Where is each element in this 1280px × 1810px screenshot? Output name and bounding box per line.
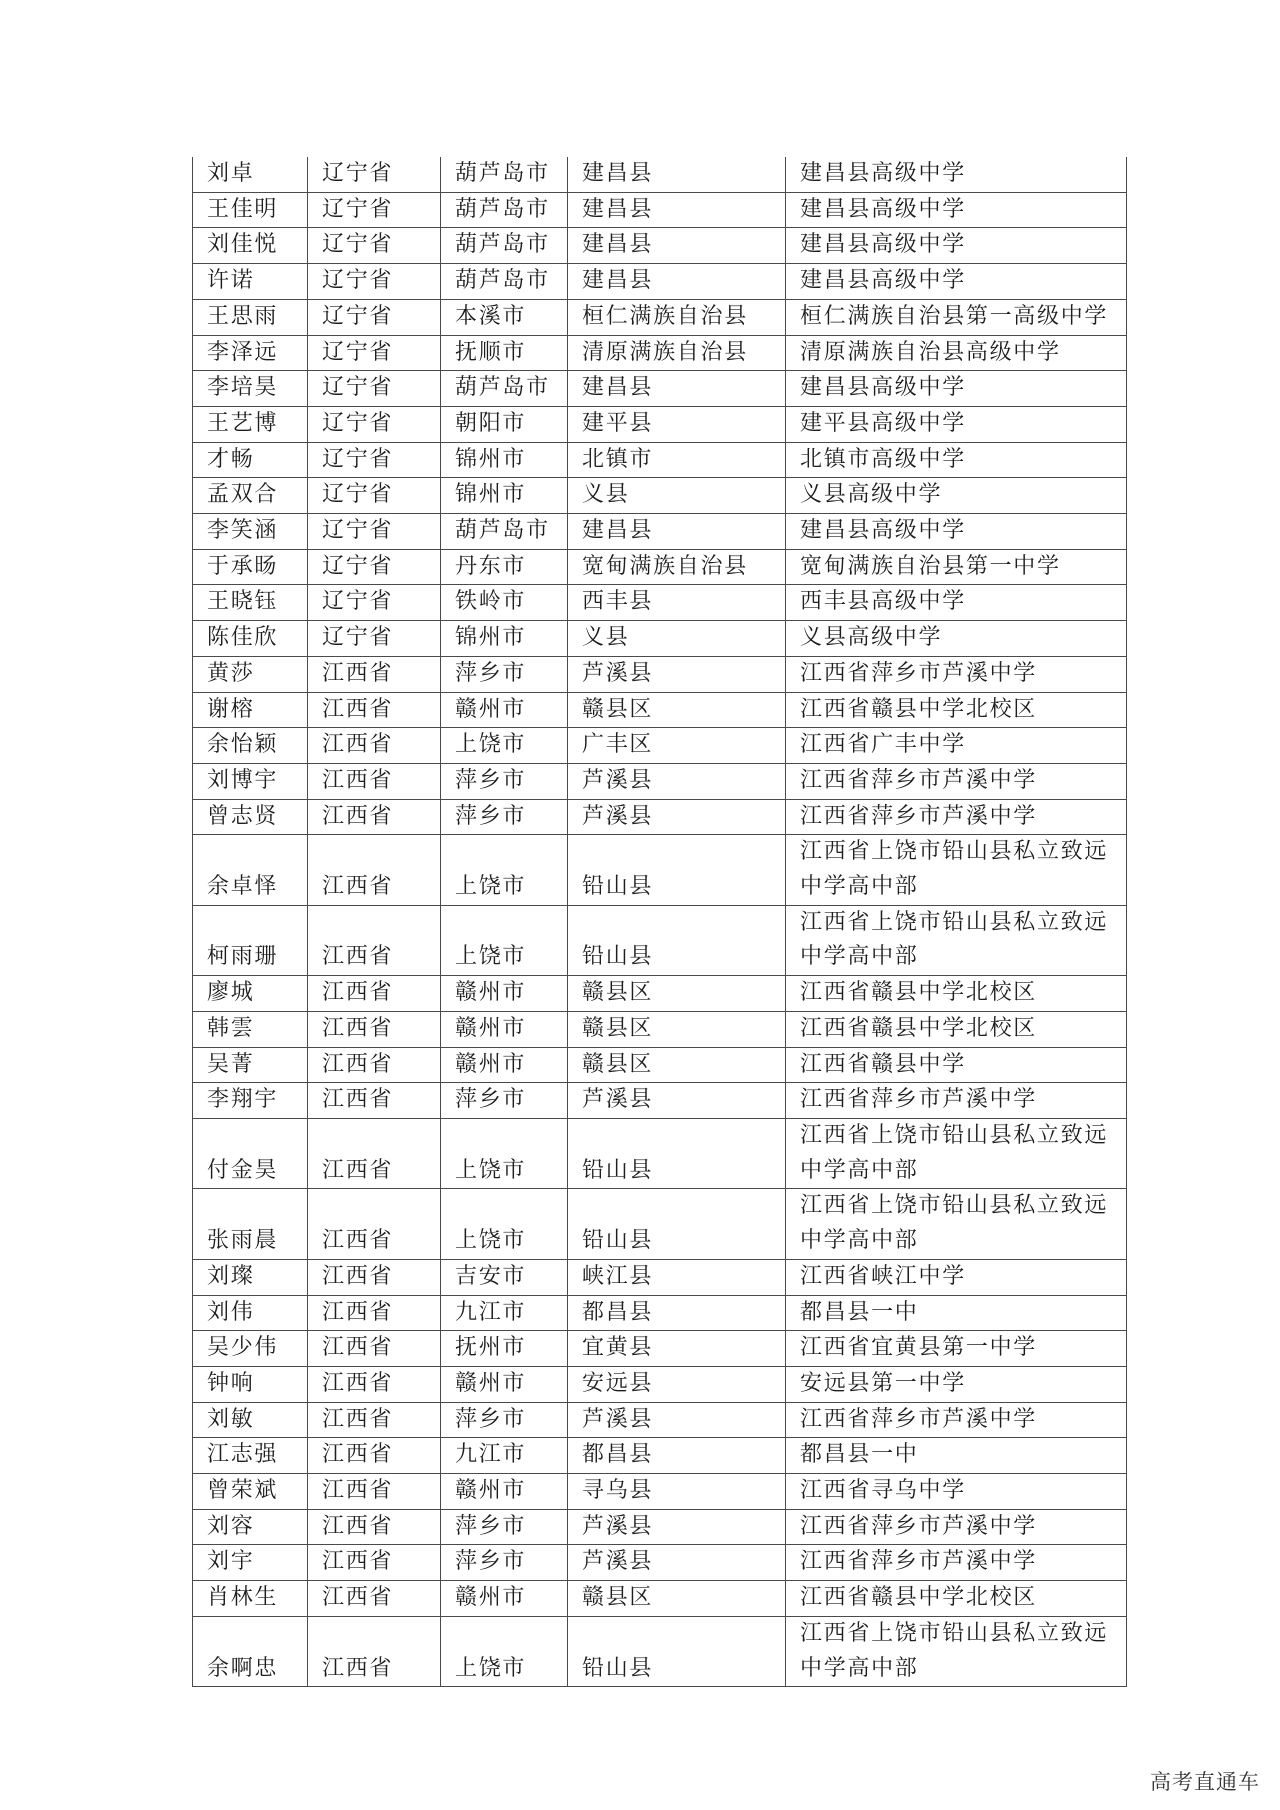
cell-school: 江西省赣县中学北校区 (786, 1581, 1127, 1617)
table-row (193, 192, 1127, 228)
cell-school: 桓仁满族自治县第一高级中学 (786, 299, 1127, 335)
cell-school: 建平县高级中学 (786, 406, 1127, 442)
cell-county: 芦溪县 (568, 1545, 786, 1581)
cell-county: 芦溪县 (568, 656, 786, 692)
cell-city: 本溪市 (441, 299, 568, 335)
cell-school: 江西省宜黄县第一中学 (786, 1331, 1127, 1367)
cell-name: 王晓钰 (193, 585, 308, 621)
table-row (193, 335, 1127, 371)
table-row (193, 478, 1127, 514)
table-row (193, 264, 1127, 300)
cell-province: 江西省 (308, 1118, 441, 1188)
cell-name: 柯雨珊 (193, 905, 308, 975)
cell-school: 都昌县一中 (786, 1438, 1127, 1474)
table-row (193, 1438, 1127, 1474)
cell-county: 铅山县 (568, 835, 786, 905)
table-row (193, 1083, 1127, 1119)
cell-name: 廖城 (193, 976, 308, 1012)
cell-school: 江西省赣县中学北校区 (786, 1011, 1127, 1047)
cell-school: 江西省萍乡市芦溪中学 (786, 1083, 1127, 1119)
cell-province: 江西省 (308, 1083, 441, 1119)
cell-name: 李培昊 (193, 371, 308, 407)
cell-school: 西丰县高级中学 (786, 585, 1127, 621)
cell-city: 萍乡市 (441, 656, 568, 692)
cell-city: 葫芦岛市 (441, 228, 568, 264)
cell-name: 肖林生 (193, 1581, 308, 1617)
cell-city: 锦州市 (441, 621, 568, 657)
cell-province: 江西省 (308, 763, 441, 799)
cell-county: 北镇市 (568, 442, 786, 478)
cell-county: 建昌县 (568, 228, 786, 264)
cell-name: 于承旸 (193, 549, 308, 585)
cell-county: 赣县区 (568, 976, 786, 1012)
cell-county: 芦溪县 (568, 1402, 786, 1438)
table-row (193, 799, 1127, 835)
cell-school: 建昌县高级中学 (786, 157, 1127, 192)
cell-school: 北镇市高级中学 (786, 442, 1127, 478)
table-row (193, 656, 1127, 692)
cell-province: 辽宁省 (308, 478, 441, 514)
cell-city: 萍乡市 (441, 1545, 568, 1581)
cell-city: 赣州市 (441, 1581, 568, 1617)
cell-name: 刘伟 (193, 1295, 308, 1331)
cell-county: 铅山县 (568, 905, 786, 975)
cell-school: 建昌县高级中学 (786, 192, 1127, 228)
cell-name: 钟响 (193, 1366, 308, 1402)
table-row (193, 763, 1127, 799)
cell-school: 江西省萍乡市芦溪中学 (786, 799, 1127, 835)
cell-province: 江西省 (308, 1616, 441, 1686)
table-row (193, 1581, 1127, 1617)
cell-county: 建昌县 (568, 514, 786, 550)
table-row (193, 442, 1127, 478)
cell-county: 广丰区 (568, 728, 786, 764)
table-row (193, 905, 1127, 975)
cell-city: 萍乡市 (441, 1509, 568, 1545)
table-row (193, 514, 1127, 550)
cell-name: 曾荣斌 (193, 1474, 308, 1510)
cell-county: 义县 (568, 478, 786, 514)
cell-city: 萍乡市 (441, 1402, 568, 1438)
table-row (193, 1616, 1127, 1686)
cell-county: 安远县 (568, 1366, 786, 1402)
table-row (193, 157, 1127, 192)
cell-province: 江西省 (308, 905, 441, 975)
cell-city: 上饶市 (441, 835, 568, 905)
table-row (193, 1189, 1127, 1259)
table-row (193, 1366, 1127, 1402)
cell-city: 吉安市 (441, 1259, 568, 1295)
cell-school: 江西省萍乡市芦溪中学 (786, 1402, 1127, 1438)
cell-name: 韩雲 (193, 1011, 308, 1047)
cell-name: 付金昊 (193, 1118, 308, 1188)
cell-city: 葫芦岛市 (441, 371, 568, 407)
cell-province: 江西省 (308, 656, 441, 692)
cell-school: 江西省萍乡市芦溪中学 (786, 1545, 1127, 1581)
cell-city: 抚州市 (441, 1331, 568, 1367)
table-row (193, 1509, 1127, 1545)
table-row (193, 1259, 1127, 1295)
cell-county: 赣县区 (568, 692, 786, 728)
cell-name: 吴菁 (193, 1047, 308, 1083)
cell-county: 西丰县 (568, 585, 786, 621)
cell-province: 辽宁省 (308, 228, 441, 264)
cell-school: 安远县第一中学 (786, 1366, 1127, 1402)
cell-city: 丹东市 (441, 549, 568, 585)
cell-city: 锦州市 (441, 478, 568, 514)
cell-school: 江西省上饶市铅山县私立致远中学高中部 (786, 1616, 1127, 1686)
table-row (193, 1011, 1127, 1047)
cell-province: 辽宁省 (308, 549, 441, 585)
cell-city: 葫芦岛市 (441, 192, 568, 228)
cell-school: 江西省赣县中学 (786, 1047, 1127, 1083)
cell-county: 建昌县 (568, 371, 786, 407)
cell-province: 江西省 (308, 799, 441, 835)
cell-province: 辽宁省 (308, 585, 441, 621)
roster-table-container (192, 157, 1127, 1687)
cell-province: 江西省 (308, 976, 441, 1012)
cell-name: 刘卓 (193, 157, 308, 192)
cell-province: 江西省 (308, 1438, 441, 1474)
cell-name: 张雨晨 (193, 1189, 308, 1259)
cell-province: 江西省 (308, 1545, 441, 1581)
table-row (193, 621, 1127, 657)
cell-school: 江西省上饶市铅山县私立致远中学高中部 (786, 1118, 1127, 1188)
cell-name: 吴少伟 (193, 1331, 308, 1367)
cell-city: 萍乡市 (441, 799, 568, 835)
cell-name: 李笑涵 (193, 514, 308, 550)
cell-county: 芦溪县 (568, 763, 786, 799)
cell-name: 陈佳欣 (193, 621, 308, 657)
cell-school: 义县高级中学 (786, 478, 1127, 514)
cell-county: 赣县区 (568, 1011, 786, 1047)
cell-school: 江西省上饶市铅山县私立致远中学高中部 (786, 905, 1127, 975)
cell-province: 江西省 (308, 1581, 441, 1617)
cell-school: 建昌县高级中学 (786, 228, 1127, 264)
cell-city: 上饶市 (441, 1118, 568, 1188)
cell-city: 铁岭市 (441, 585, 568, 621)
cell-city: 九江市 (441, 1438, 568, 1474)
cell-county: 建昌县 (568, 264, 786, 300)
cell-name: 才畅 (193, 442, 308, 478)
cell-county: 铅山县 (568, 1616, 786, 1686)
cell-county: 铅山县 (568, 1118, 786, 1188)
table-row (193, 1118, 1127, 1188)
cell-county: 宜黄县 (568, 1331, 786, 1367)
cell-city: 赣州市 (441, 1047, 568, 1083)
cell-county: 都昌县 (568, 1295, 786, 1331)
cell-name: 王思雨 (193, 299, 308, 335)
cell-school: 江西省萍乡市芦溪中学 (786, 656, 1127, 692)
cell-city: 九江市 (441, 1295, 568, 1331)
cell-city: 上饶市 (441, 728, 568, 764)
cell-school: 江西省萍乡市芦溪中学 (786, 1509, 1127, 1545)
cell-city: 上饶市 (441, 905, 568, 975)
table-row (193, 228, 1127, 264)
cell-name: 刘敏 (193, 1402, 308, 1438)
cell-county: 建昌县 (568, 157, 786, 192)
cell-name: 李翔宇 (193, 1083, 308, 1119)
cell-city: 锦州市 (441, 442, 568, 478)
cell-name: 余啊忠 (193, 1616, 308, 1686)
roster-table (192, 157, 1127, 1687)
cell-province: 辽宁省 (308, 335, 441, 371)
cell-school: 江西省赣县中学北校区 (786, 692, 1127, 728)
cell-name: 王艺博 (193, 406, 308, 442)
cell-county: 赣县区 (568, 1047, 786, 1083)
cell-province: 辽宁省 (308, 371, 441, 407)
cell-city: 朝阳市 (441, 406, 568, 442)
cell-province: 江西省 (308, 1474, 441, 1510)
cell-province: 辽宁省 (308, 406, 441, 442)
cell-county: 都昌县 (568, 1438, 786, 1474)
cell-name: 刘博宇 (193, 763, 308, 799)
cell-county: 芦溪县 (568, 1509, 786, 1545)
table-row (193, 406, 1127, 442)
cell-school: 江西省峡江中学 (786, 1259, 1127, 1295)
cell-province: 江西省 (308, 1259, 441, 1295)
cell-school: 江西省上饶市铅山县私立致远中学高中部 (786, 1189, 1127, 1259)
table-row (193, 1474, 1127, 1510)
cell-city: 抚顺市 (441, 335, 568, 371)
cell-name: 刘佳悦 (193, 228, 308, 264)
cell-school: 义县高级中学 (786, 621, 1127, 657)
table-row (193, 299, 1127, 335)
cell-city: 赣州市 (441, 1011, 568, 1047)
cell-school: 江西省寻乌中学 (786, 1474, 1127, 1510)
cell-name: 黄莎 (193, 656, 308, 692)
cell-name: 江志强 (193, 1438, 308, 1474)
roster-table-body (193, 157, 1127, 1687)
cell-province: 辽宁省 (308, 192, 441, 228)
cell-province: 江西省 (308, 728, 441, 764)
cell-county: 赣县区 (568, 1581, 786, 1617)
table-row (193, 1545, 1127, 1581)
cell-city: 赣州市 (441, 976, 568, 1012)
cell-city: 葫芦岛市 (441, 264, 568, 300)
cell-county: 寻乌县 (568, 1474, 786, 1510)
cell-county: 建平县 (568, 406, 786, 442)
cell-name: 王佳明 (193, 192, 308, 228)
cell-city: 萍乡市 (441, 763, 568, 799)
table-row (193, 1047, 1127, 1083)
cell-province: 江西省 (308, 692, 441, 728)
table-row (193, 1402, 1127, 1438)
cell-name: 曾志贤 (193, 799, 308, 835)
cell-name: 许诺 (193, 264, 308, 300)
cell-school: 都昌县一中 (786, 1295, 1127, 1331)
watermark-text: 高考直通车 (1150, 1770, 1260, 1794)
cell-school: 清原满族自治县高级中学 (786, 335, 1127, 371)
cell-province: 辽宁省 (308, 264, 441, 300)
cell-province: 江西省 (308, 1366, 441, 1402)
cell-city: 赣州市 (441, 1474, 568, 1510)
table-row (193, 728, 1127, 764)
cell-province: 辽宁省 (308, 514, 441, 550)
cell-school: 建昌县高级中学 (786, 371, 1127, 407)
cell-city: 葫芦岛市 (441, 514, 568, 550)
table-row (193, 549, 1127, 585)
cell-name: 刘璨 (193, 1259, 308, 1295)
cell-province: 江西省 (308, 1509, 441, 1545)
table-row (193, 692, 1127, 728)
cell-city: 上饶市 (441, 1189, 568, 1259)
cell-city: 葫芦岛市 (441, 157, 568, 192)
cell-city: 上饶市 (441, 1616, 568, 1686)
cell-province: 江西省 (308, 1331, 441, 1367)
cell-county: 芦溪县 (568, 799, 786, 835)
table-row (193, 585, 1127, 621)
cell-school: 江西省赣县中学北校区 (786, 976, 1127, 1012)
table-row (193, 1331, 1127, 1367)
cell-province: 辽宁省 (308, 157, 441, 192)
cell-school: 建昌县高级中学 (786, 514, 1127, 550)
cell-county: 建昌县 (568, 192, 786, 228)
cell-county: 清原满族自治县 (568, 335, 786, 371)
cell-province: 江西省 (308, 1402, 441, 1438)
table-row (193, 1295, 1127, 1331)
cell-county: 铅山县 (568, 1189, 786, 1259)
cell-city: 赣州市 (441, 692, 568, 728)
cell-name: 刘宇 (193, 1545, 308, 1581)
cell-province: 江西省 (308, 1295, 441, 1331)
cell-school: 建昌县高级中学 (786, 264, 1127, 300)
cell-city: 萍乡市 (441, 1083, 568, 1119)
cell-name: 李泽远 (193, 335, 308, 371)
cell-county: 芦溪县 (568, 1083, 786, 1119)
cell-province: 辽宁省 (308, 299, 441, 335)
cell-school: 江西省上饶市铅山县私立致远中学高中部 (786, 835, 1127, 905)
cell-school: 江西省广丰中学 (786, 728, 1127, 764)
cell-name: 谢榕 (193, 692, 308, 728)
cell-city: 赣州市 (441, 1366, 568, 1402)
cell-name: 余怡颖 (193, 728, 308, 764)
cell-province: 江西省 (308, 835, 441, 905)
table-row (193, 371, 1127, 407)
cell-province: 江西省 (308, 1047, 441, 1083)
cell-school: 宽甸满族自治县第一中学 (786, 549, 1127, 585)
cell-school: 江西省萍乡市芦溪中学 (786, 763, 1127, 799)
cell-county: 桓仁满族自治县 (568, 299, 786, 335)
table-row (193, 976, 1127, 1012)
table-row (193, 835, 1127, 905)
cell-county: 峡江县 (568, 1259, 786, 1295)
cell-name: 孟双合 (193, 478, 308, 514)
cell-province: 江西省 (308, 1189, 441, 1259)
cell-name: 余卓怿 (193, 835, 308, 905)
cell-county: 义县 (568, 621, 786, 657)
cell-name: 刘容 (193, 1509, 308, 1545)
cell-county: 宽甸满族自治县 (568, 549, 786, 585)
cell-province: 辽宁省 (308, 621, 441, 657)
cell-province: 江西省 (308, 1011, 441, 1047)
cell-province: 辽宁省 (308, 442, 441, 478)
